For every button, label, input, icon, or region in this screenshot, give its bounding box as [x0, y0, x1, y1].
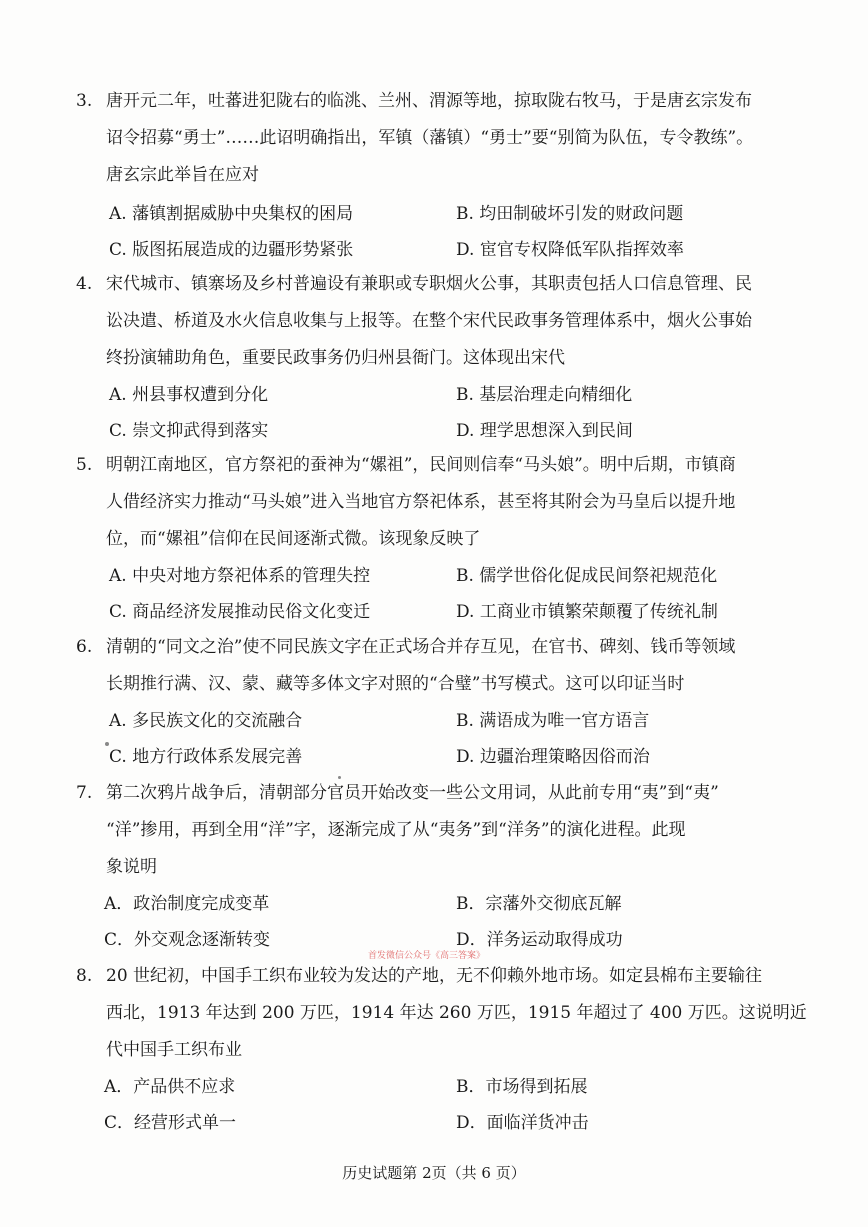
page-footer: 历史试题第 2页（共 6 页） — [342, 1164, 526, 1182]
question-text-line: 宋代城市、镇寨场及乡村普遍设有兼职或专职烟火公事，其职责包括人口信息管理、民 — [106, 274, 752, 294]
option-b: B．宗藩外交彻底瓦解 — [456, 894, 622, 914]
option-d: D．洋务运动取得成功 — [456, 930, 623, 950]
option-a: A. 州县事权遭到分化 — [109, 385, 269, 405]
question-text-line: 终扮演辅助角色，重要民政事务仍归州县衙门。这体现出宋代 — [106, 348, 565, 368]
question-text-line: 唐开元二年，吐蕃进犯陇右的临洮、兰州、渭源等地，掠取陇右牧马，于是唐玄宗发布 — [106, 91, 752, 111]
options — [76, 558, 806, 630]
option-c: C. 地方行政体系发展完善 — [109, 747, 303, 767]
option-b: B. 满语成为唯一官方语言 — [456, 711, 650, 731]
question-number: 7. — [76, 783, 93, 803]
question-number: 5. — [76, 455, 93, 475]
scan-speck — [105, 742, 109, 746]
options — [76, 1069, 806, 1141]
option-d: D. 宦官专权降低军队指挥效率 — [456, 240, 684, 260]
question-text-line: 人借经济实力推动“马头娘”进入当地官方祭祀体系，甚至将其附会为马皇后以提升地 — [106, 492, 736, 512]
question-text-line: “洋”掺用，再到全用“洋”字，逐渐完成了从“夷务”到“洋务”的演化进程。此现 — [106, 820, 686, 840]
option-b: B．市场得到拓展 — [456, 1077, 588, 1097]
option-d: D. 边疆治理策略因俗而治 — [456, 747, 650, 767]
options — [76, 703, 806, 775]
question-text-line: 清朝的“同文之治”使不同民族文字在正式场合并存互见，在官书、碑刻、钱币等领域 — [106, 637, 736, 657]
option-a: A. 多民族文化的交流融合 — [109, 711, 303, 731]
question-text-line: 明朝江南地区，官方祭祀的蚕神为“嫘祖”，民间则信奉“马头娘”。明中后期，市镇商 — [106, 455, 736, 475]
question-text-line: 唐玄宗此举旨在应对 — [106, 165, 259, 185]
option-b: B. 均田制破坏引发的财政问题 — [456, 204, 684, 224]
option-b: B. 基层治理走向精细化 — [456, 385, 633, 405]
option-c: C. 崇文抑武得到落实 — [109, 421, 269, 441]
question-text-line: 西北，1913 年达到 200 万匹，1914 年达 260 万匹，1915 年超过了 400 万匹。这说明近 — [106, 1003, 807, 1023]
question-text-line: 讼决遣、桥道及水火信息收集与上报等。在整个宋代民政事务管理体系中，烟火公事始 — [106, 311, 752, 331]
question-text-line: 第二次鸦片战争后，清朝部分官员开始改变一些公文用词，从此前专用“夷”到“夷” — [106, 783, 719, 803]
option-a: A．产品供不应求 — [104, 1077, 236, 1097]
question-number: 6. — [76, 637, 93, 657]
option-a: A．政治制度完成变革 — [104, 894, 270, 914]
options — [76, 196, 806, 268]
question-7 — [76, 775, 806, 958]
question-text-line: 象说明 — [106, 857, 157, 877]
option-a: A. 藩镇割据威胁中央集权的困局 — [109, 204, 354, 224]
scan-speck — [338, 776, 341, 779]
question-text-line: 代中国手工织布业 — [106, 1040, 242, 1060]
option-d: D．面临洋货冲击 — [456, 1113, 589, 1133]
option-a: A. 中央对地方祭祀体系的管理失控 — [109, 566, 371, 586]
option-c: C．经营形式单一 — [104, 1113, 237, 1133]
option-c: C．外交观念逐渐转变 — [104, 930, 271, 950]
question-text-line: 诏令招募“勇士”……此诏明确指出，军镇（藩镇）“勇士”要“别简为队伍，专令教练”。 — [106, 128, 754, 148]
option-c: C. 版图拓展造成的边疆形势紧张 — [109, 240, 354, 260]
question-4 — [76, 266, 806, 449]
option-d: D. 理学思想深入到民间 — [456, 421, 633, 441]
question-text-line: 20 世纪初，中国手工织布业较为发达的产地，无不仰赖外地市场。如定县棉布主要输往 — [106, 966, 763, 986]
question-8 — [76, 958, 806, 1141]
option-b: B. 儒学世俗化促成民间祭祀规范化 — [456, 566, 718, 586]
option-d: D. 工商业市镇繁荣颠覆了传统礼制 — [456, 602, 718, 622]
question-3 — [76, 83, 806, 268]
question-number: 4. — [76, 274, 93, 294]
question-6 — [76, 629, 806, 775]
question-5 — [76, 447, 806, 630]
options — [76, 377, 806, 449]
question-text-line: 位，而“嫘祖”信仰在民间逐渐式微。该现象反映了 — [106, 529, 481, 549]
watermark-text: 首发微信公众号《高三答案》 — [368, 951, 486, 961]
question-number: 8. — [76, 966, 93, 986]
question-text-line: 长期推行满、汉、蒙、藏等多体文字对照的“合璧”书写模式。这可以印证当时 — [106, 674, 685, 694]
question-number: 3. — [76, 91, 93, 111]
option-c: C. 商品经济发展推动民俗文化变迁 — [109, 602, 371, 622]
